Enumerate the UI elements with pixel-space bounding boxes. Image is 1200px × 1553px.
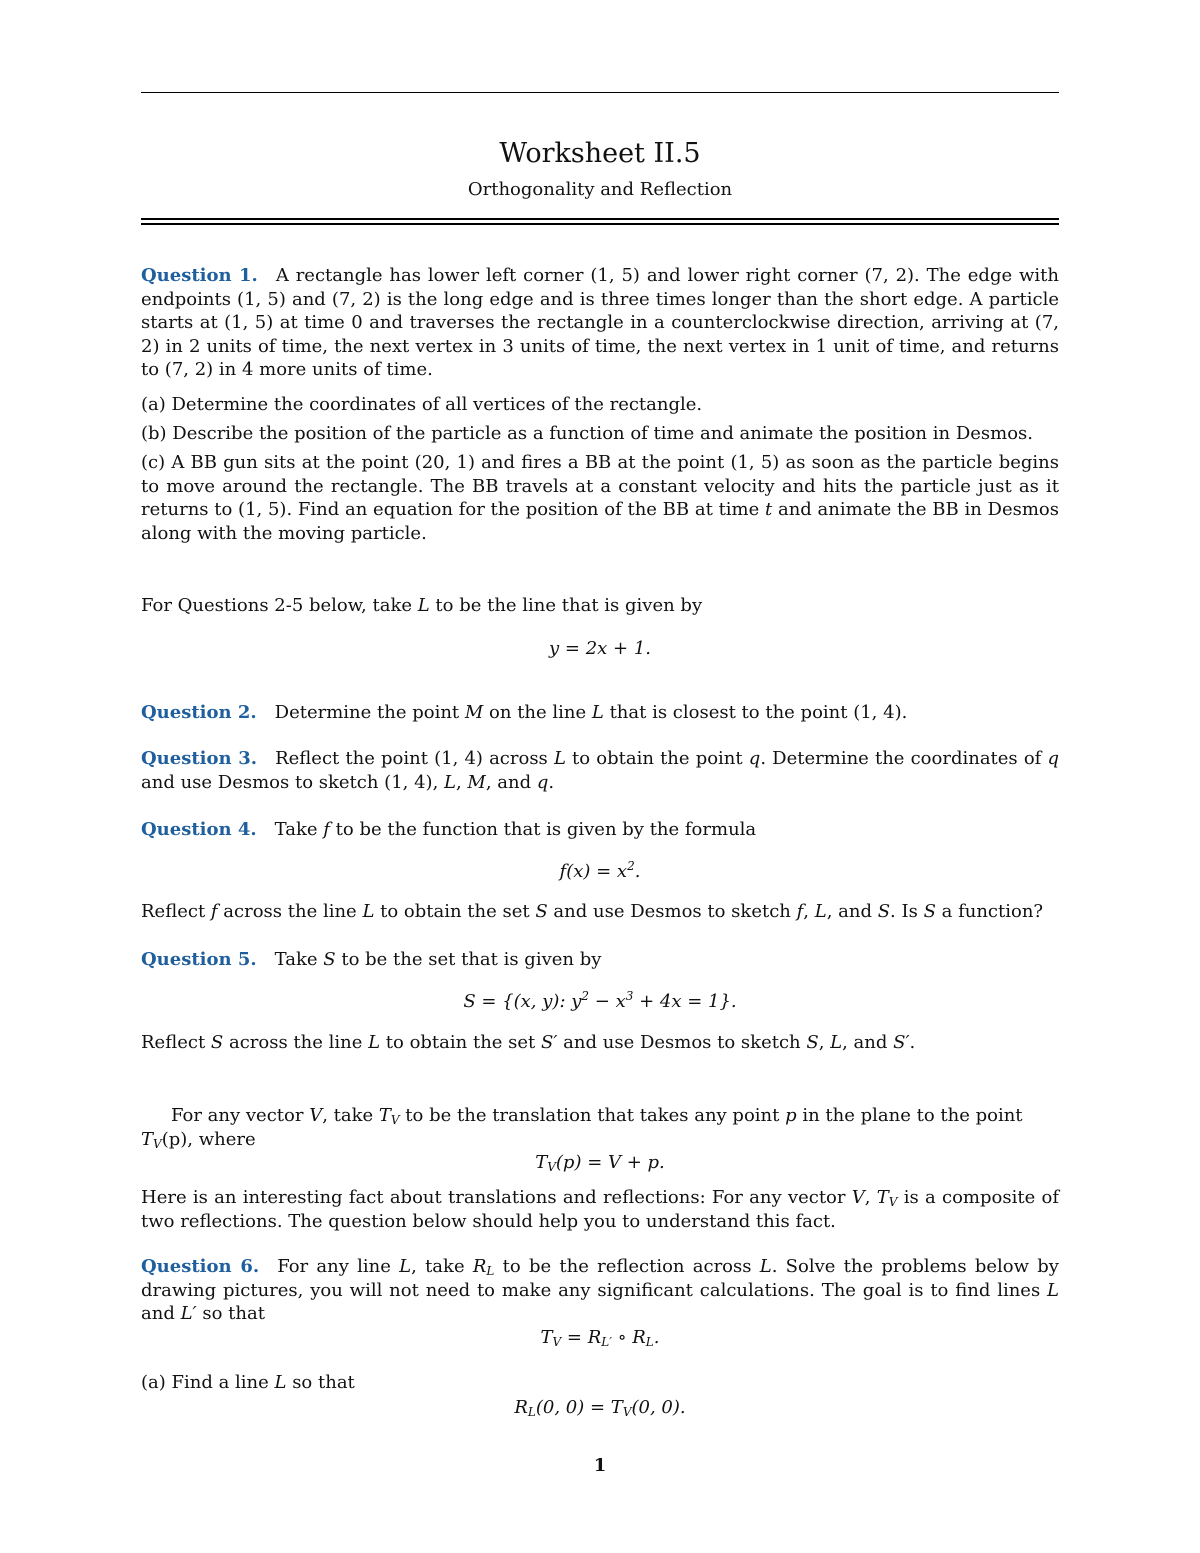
- text-span: S = {(x, y): y: [463, 991, 582, 1012]
- text-span: .: [909, 1032, 916, 1053]
- text-span: (c) A BB gun sits at the point (20, 1) and fires a BB at the point (1, 5) as soon as the particle begins to move around the rectangle. The BB travels at a constant velocity and hits the particle just as it returns to (1, 5). Find an equation for the position of the BB at time: [141, 452, 1059, 520]
- text-span: L: [362, 901, 375, 922]
- text-span: and use Desmos to sketch: [557, 1032, 807, 1053]
- question-1c: [141, 451, 1059, 545]
- text-span: S: [923, 901, 936, 922]
- question-label: Question 5.: [141, 949, 257, 970]
- question-1a-text: (a) Determine the coordinates of all vertices of the rectangle.: [141, 394, 703, 415]
- question-5-reflect: [141, 1031, 1059, 1055]
- text-span: to be the line that is given by: [429, 595, 703, 616]
- text-span: 2: [581, 989, 590, 1003]
- text-span: a function?: [935, 901, 1044, 922]
- text-span: f: [210, 901, 218, 922]
- text-span: on the line: [483, 702, 592, 723]
- text-span: q: [536, 771, 549, 793]
- question-2: [141, 701, 1059, 725]
- text-span: to obtain the set: [374, 901, 536, 922]
- text-span: L: [591, 702, 604, 723]
- text-span: R: [472, 1256, 487, 1277]
- question-label: Question 6.: [141, 1256, 260, 1277]
- question-4: [141, 818, 1059, 842]
- intro-line-l: [141, 594, 1059, 618]
- text-span: q: [1047, 748, 1059, 769]
- text-span: ,: [803, 901, 815, 922]
- page-title: Worksheet II.5: [499, 138, 701, 169]
- translation-fact: [141, 1186, 1059, 1233]
- text-span: L: [645, 1335, 654, 1349]
- text-span: For any line: [277, 1256, 400, 1277]
- title-rule-lower: [141, 223, 1059, 225]
- text-span: V: [622, 1405, 632, 1419]
- question-label: Question 4.: [141, 819, 257, 840]
- text-span: . Solve the problems below by drawing pictures, you will not need to make any significant calculations. The goal is to find lines: [141, 1256, 1059, 1301]
- text-span: , and: [826, 901, 878, 922]
- text-span: Reflect: [141, 1032, 211, 1053]
- text-span: S: [877, 901, 891, 922]
- text-span: L: [368, 1032, 381, 1053]
- text-span: (0, 0) = T: [535, 1397, 623, 1418]
- text-span: to obtain the point: [565, 748, 749, 769]
- equation-translation: [141, 1151, 1059, 1175]
- question-1: [141, 264, 1059, 382]
- text-span: L: [830, 1032, 843, 1053]
- text-span: to be the set that is given by: [335, 949, 602, 970]
- equation-s: [141, 990, 1059, 1014]
- title-rule-upper: [141, 218, 1059, 220]
- text-span: M: [464, 702, 484, 723]
- question-1b-text: (b) Describe the position of the particle as a function of time and animate the position in Desmos.: [141, 423, 1034, 444]
- text-span: . Determine the coordinates of: [760, 748, 1048, 769]
- text-span: to be the reflection across: [494, 1256, 760, 1277]
- text-span: to obtain the set: [380, 1032, 542, 1053]
- text-span: and: [141, 1303, 181, 1324]
- text-span: ,: [455, 771, 468, 793]
- page-subtitle: Orthogonality and Reflection: [467, 179, 733, 200]
- text-span: V: [851, 1187, 865, 1208]
- text-span: is a composite of two reflections. The question below should help you to understand this fact.: [141, 1187, 1060, 1232]
- question-label: Question 1.: [141, 265, 258, 286]
- text-span: V: [888, 1195, 898, 1209]
- text-span: L: [274, 1372, 287, 1393]
- question-6: [141, 1255, 1059, 1326]
- question-label: Question 3.: [141, 748, 258, 769]
- question-1-text: A rectangle has lower left corner (1, 5) and lower right corner (7, 2). The edge with endpoints (1, 5) and (7, 2) is the long edge and is three times longer than the short edge. A particle starts at (1, 5) at time 0 and traverses the rectangle in a counterclockwise direction, arriving at (7, 2) in 2 units of time, the next vertex in 3 units of time, the next vertex in 1 unit of time, and returns to (7, 2) in 4 more units of time.: [141, 265, 1059, 380]
- text-span: (p), where: [161, 1128, 256, 1150]
- text-span: and use Desmos to sketch (1, 4),: [141, 771, 445, 793]
- text-span: p: [785, 1105, 797, 1126]
- text-span: T: [141, 1128, 154, 1150]
- text-span: ,: [818, 1032, 831, 1053]
- text-span: q: [748, 748, 761, 769]
- text-span: Here is an interesting fact about translations and reflections: For any vector: [141, 1187, 852, 1208]
- text-span: Take: [274, 949, 324, 970]
- text-span: V: [153, 1136, 162, 1151]
- text-span: + 4x = 1}.: [633, 991, 737, 1012]
- text-span: f: [323, 819, 330, 840]
- text-span: 2: [627, 859, 635, 873]
- text-span: V: [547, 1160, 556, 1174]
- text-span: L: [444, 771, 456, 793]
- text-span: (0, 0).: [631, 1397, 686, 1418]
- text-span: L: [399, 1256, 412, 1277]
- text-span: S′: [541, 1032, 558, 1053]
- text-span: S′: [893, 1032, 910, 1053]
- text-span: L: [486, 1264, 495, 1278]
- text-span: T: [876, 1187, 889, 1208]
- text-span: , and: [485, 771, 537, 793]
- text-span: T: [540, 1327, 553, 1348]
- text-span: For any vector: [171, 1105, 310, 1126]
- text-span: S: [535, 901, 548, 922]
- text-span: , take: [322, 1105, 379, 1126]
- text-span: = R: [561, 1327, 602, 1348]
- text-span: to be the translation that takes any point: [399, 1105, 786, 1126]
- text-span: to be the function that is given by the formula: [329, 819, 757, 840]
- text-span: so that: [286, 1372, 355, 1393]
- text-span: ,: [864, 1187, 877, 1208]
- text-span: L: [814, 901, 827, 922]
- equation-6a: [141, 1396, 1059, 1420]
- text-span: V: [552, 1335, 562, 1349]
- text-span: Reflect the point (1, 4) across: [275, 748, 554, 769]
- text-span: L: [527, 1405, 536, 1419]
- text-span: (p) = V + p.: [555, 1152, 665, 1173]
- text-span: − x: [589, 991, 626, 1012]
- text-span: T: [378, 1105, 391, 1126]
- text-span: f: [796, 901, 804, 922]
- top-rule: [141, 92, 1059, 93]
- question-1c-text: [141, 451, 1059, 545]
- question-6a: [141, 1371, 1059, 1395]
- question-1a: [141, 393, 1059, 417]
- page-number: 1: [593, 1455, 607, 1476]
- translation-definition: [141, 1104, 1059, 1151]
- text-span: and use Desmos to sketch: [547, 901, 797, 922]
- text-span: in the plane to the point: [796, 1105, 1023, 1126]
- text-span: S: [210, 1032, 224, 1053]
- text-span: across the line: [217, 901, 363, 922]
- text-span: Take: [274, 819, 324, 840]
- text-span: .: [634, 861, 641, 882]
- text-span: so that: [196, 1303, 265, 1324]
- text-span: L′: [601, 1335, 612, 1349]
- text-span: and animate the BB in Desmos along with the moving particle.: [141, 499, 1059, 544]
- question-3: [141, 747, 1059, 794]
- question-5: [141, 948, 1059, 972]
- question-1-body: [141, 264, 1059, 382]
- text-span: t: [765, 499, 773, 520]
- text-span: . Is: [890, 901, 924, 922]
- text-span: L: [759, 1256, 772, 1277]
- text-span: For Questions 2-5 below, take: [141, 595, 418, 616]
- question-label: Question 2.: [141, 702, 257, 723]
- text-span: V: [390, 1113, 400, 1127]
- text-span: S: [323, 949, 336, 970]
- question-4-reflect: [141, 900, 1059, 924]
- text-span: ∘ R: [611, 1327, 646, 1348]
- text-span: R: [514, 1397, 528, 1418]
- text-span: L′: [180, 1303, 197, 1324]
- text-span: T: [535, 1152, 548, 1173]
- text-span: .: [548, 771, 555, 793]
- equation-line-l: y = 2x + 1.: [549, 638, 651, 659]
- text-span: V: [309, 1105, 323, 1126]
- text-span: , and: [842, 1032, 894, 1053]
- equation-f: [141, 860, 1059, 884]
- text-span: M: [467, 771, 486, 793]
- text-span: f(x) = x: [559, 861, 628, 882]
- equation-composite: [141, 1326, 1059, 1350]
- text-span: L: [417, 595, 430, 616]
- text-span: L: [1047, 1279, 1059, 1301]
- text-span: .: [653, 1327, 660, 1348]
- text-span: S: [806, 1032, 819, 1053]
- text-span: (a) Find a line: [141, 1372, 275, 1393]
- text-span: L: [553, 748, 566, 769]
- text-span: that is closest to the point (1, 4).: [603, 702, 908, 723]
- text-span: Reflect: [141, 901, 211, 922]
- text-span: 3: [625, 989, 634, 1003]
- text-span: Determine the point: [274, 702, 465, 723]
- text-span: across the line: [223, 1032, 369, 1053]
- question-1b: [141, 422, 1059, 446]
- text-span: , take: [411, 1256, 473, 1277]
